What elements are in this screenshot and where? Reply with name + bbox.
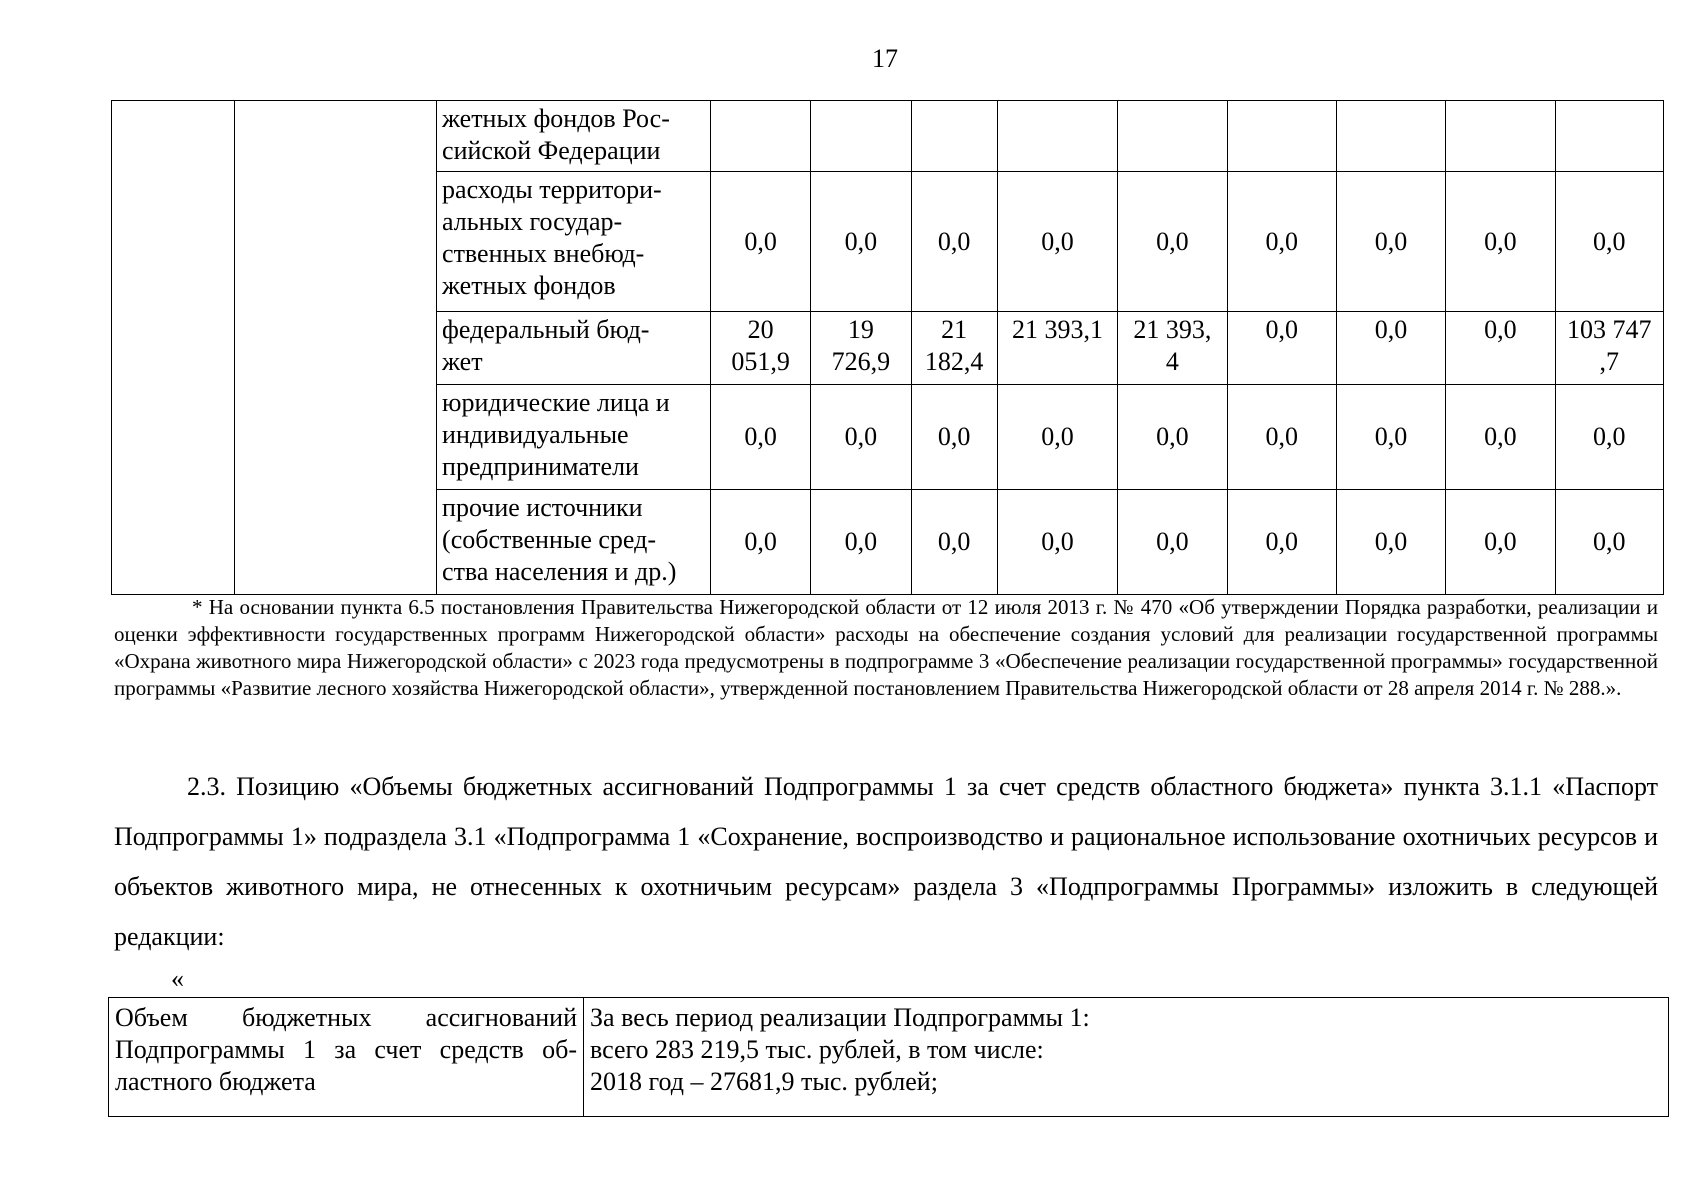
- value-cell: 0,0: [997, 384, 1117, 490]
- value-cell: 0,0: [1227, 384, 1336, 490]
- value-cell: 21 393, 4: [1118, 312, 1227, 384]
- footnote: * На основании пункта 6.5 постановления Правительства Нижегородской области от 12 июля 2013 г. № 470 «Об утверждении Порядка разработки, реализации и оценки эффективности государственных программ Нижегородской области» расходы на обеспечение создания условий для реализации государственной программы «Охрана животного мира Нижегородской области» с 2023 года предусмотрены в подпрограмме 3 «Обеспечение реализации государственной программы» государственной программы «Развитие лесного хозяйства Нижегородской области», утвержденной постановлением Правительства Нижегородской области от 28 апреля 2014 г. № 288.».: [114, 595, 1658, 700]
- passport-table: [108, 997, 1669, 1117]
- row-label: жетных фондов Рос- сийской Федерации: [437, 101, 711, 172]
- funding-table: [111, 100, 1664, 595]
- row-label: прочие источники (собственные сред- ства населения и др.): [437, 490, 711, 595]
- value-cell: [710, 101, 810, 172]
- passport-value: За весь период реализации Подпрограммы 1: всего 283 219,5 тыс. рублей, в том числе: 2018 год – 27681,9 тыс. рублей;: [584, 998, 1669, 1117]
- value-cell: [1118, 101, 1227, 172]
- value-cell: 0,0: [1227, 172, 1336, 312]
- value-cell: [1227, 101, 1336, 172]
- value-cell: [1336, 101, 1445, 172]
- value-cell: 0,0: [1336, 312, 1445, 384]
- amendment-paragraph: 2.3. Позицию «Объемы бюджетных ассигнований Подпрограммы 1 за счет средств областного бюджета» пункта 3.1.1 «Паспорт Подпрограммы 1» подраздела 3.1 «Подпрограмма 1 «Сохранение, воспроизводство и рациональное использование охотничьих ресурсов и объектов животного мира, не отнесенных к охотничьим ресурсам» раздела 3 «Подпрограммы Программы» изложить в следующей редакции:: [114, 772, 1658, 951]
- value-cell: [811, 101, 911, 172]
- value-cell: 0,0: [1555, 384, 1663, 490]
- value-cell: 0,0: [911, 490, 997, 595]
- value-cell: 21 182,4: [911, 312, 997, 384]
- value-cell: 0,0: [1446, 490, 1555, 595]
- value-cell: 0,0: [1118, 172, 1227, 312]
- value-cell: 0,0: [997, 490, 1117, 595]
- row-label: расходы территори- альных государ- ственных внебюд- жетных фондов: [437, 172, 711, 312]
- value-cell: 0,0: [710, 490, 810, 595]
- value-cell: 0,0: [1336, 172, 1445, 312]
- row-label: федеральный бюд- жет: [437, 312, 711, 384]
- value-cell: [911, 101, 997, 172]
- value-cell: 0,0: [911, 172, 997, 312]
- value-cell: 0,0: [1446, 172, 1555, 312]
- passport-label: Объем бюджетных ассигнований Подпрограммы 1 за счет средств об-ластного бюджета: [109, 998, 584, 1117]
- table-row: [112, 101, 1664, 172]
- empty-cell: [112, 101, 235, 595]
- value-cell: 0,0: [811, 384, 911, 490]
- value-cell: 0,0: [811, 490, 911, 595]
- value-cell: 0,0: [1336, 384, 1445, 490]
- value-cell: 0,0: [1336, 490, 1445, 595]
- value-cell: 0,0: [1555, 490, 1663, 595]
- opening-quote: «: [171, 964, 184, 993]
- value-cell: 19 726,9: [811, 312, 911, 384]
- page-number: 17: [872, 44, 898, 73]
- value-cell: 0,0: [1227, 490, 1336, 595]
- row-label: юридические лица и индивидуальные предприниматели: [437, 384, 711, 490]
- value-cell: 0,0: [1446, 384, 1555, 490]
- value-cell: 0,0: [710, 384, 810, 490]
- empty-cell: [235, 101, 437, 595]
- table-row: [109, 998, 1669, 1117]
- value-cell: 20 051,9: [710, 312, 810, 384]
- value-cell: 0,0: [811, 172, 911, 312]
- value-cell: [1555, 101, 1663, 172]
- value-cell: 21 393,1: [997, 312, 1117, 384]
- value-cell: 0,0: [1118, 384, 1227, 490]
- value-cell: 0,0: [1118, 490, 1227, 595]
- value-cell: [1446, 101, 1555, 172]
- value-cell: 0,0: [1227, 312, 1336, 384]
- value-cell: 0,0: [911, 384, 997, 490]
- value-cell: 0,0: [710, 172, 810, 312]
- value-cell: 0,0: [1446, 312, 1555, 384]
- value-cell: 103 747 ,7: [1555, 312, 1663, 384]
- value-cell: 0,0: [997, 172, 1117, 312]
- value-cell: [997, 101, 1117, 172]
- value-cell: 0,0: [1555, 172, 1663, 312]
